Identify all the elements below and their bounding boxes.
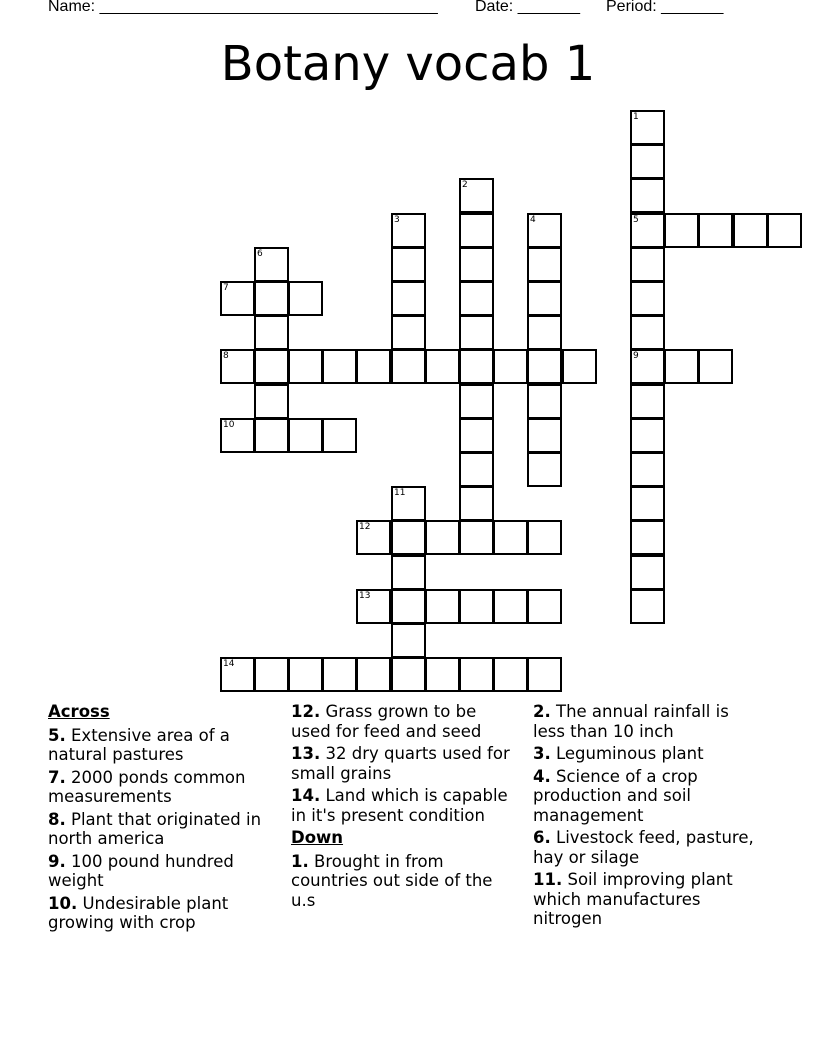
- clue-text: Soil improving plant which manufactures nitrogen: [533, 870, 733, 928]
- crossword-cell[interactable]: [391, 555, 426, 590]
- clue-number-label: 6: [257, 249, 263, 259]
- page-title: Botany vocab 1: [220, 36, 596, 92]
- crossword-cell[interactable]: [664, 213, 699, 248]
- crossword-cell[interactable]: [254, 281, 289, 316]
- clue-number-label: 11: [394, 488, 406, 498]
- clue-number-label: 13: [359, 591, 371, 601]
- clue-item: [291, 744, 521, 783]
- crossword-cell[interactable]: [630, 213, 665, 248]
- clue-item: [533, 702, 763, 741]
- clue-item: [48, 894, 278, 933]
- down-clue-list-continued: [533, 702, 763, 929]
- crossword-cell[interactable]: [391, 589, 426, 624]
- crossword-cell[interactable]: [425, 589, 460, 624]
- crossword-cell[interactable]: [254, 384, 289, 419]
- crossword-cell[interactable]: [630, 110, 665, 145]
- crossword-cell[interactable]: [459, 315, 494, 350]
- clue-text: The annual rainfall is less than 10 inch: [533, 702, 729, 741]
- crossword-cell[interactable]: [459, 657, 494, 692]
- crossword-cell[interactable]: [527, 349, 562, 384]
- crossword-cell[interactable]: [630, 315, 665, 350]
- name-field-label: Name: ______________________________________: [48, 0, 438, 15]
- clue-text: Brought in from countries out side of the u.s: [291, 851, 493, 910]
- clue-number-label: 14: [223, 659, 235, 669]
- clue-item: [291, 852, 521, 911]
- clue-number: 1.: [291, 851, 309, 871]
- crossword-cell[interactable]: [254, 315, 289, 350]
- crossword-cell[interactable]: [630, 178, 665, 213]
- crossword-cell[interactable]: [459, 589, 494, 624]
- clue-item: [533, 828, 763, 867]
- clue-number: 13.: [291, 744, 321, 763]
- clue-number-label: 3: [394, 215, 400, 225]
- down-clue-list: [291, 852, 521, 911]
- crossword-cell[interactable]: [288, 349, 323, 384]
- crossword-cell[interactable]: [562, 349, 597, 384]
- crossword-cell[interactable]: [698, 349, 733, 384]
- crossword-cell[interactable]: [254, 247, 289, 282]
- clue-text: Leguminous plant: [556, 744, 704, 763]
- clue-item: [48, 810, 278, 849]
- period-field-label: Period: _______: [606, 0, 724, 15]
- clue-number: 2.: [533, 702, 551, 721]
- crossword-cell[interactable]: [220, 349, 255, 384]
- clue-text: 2000 ponds common measurements: [48, 767, 246, 806]
- crossword-cell[interactable]: [527, 418, 562, 453]
- crossword-cell[interactable]: [527, 520, 562, 555]
- clue-item: [533, 870, 763, 929]
- clue-number-label: 5: [633, 215, 639, 225]
- crossword-cell[interactable]: [459, 213, 494, 248]
- clue-column-3: [533, 702, 763, 932]
- crossword-cell[interactable]: [322, 349, 357, 384]
- crossword-cell[interactable]: [459, 418, 494, 453]
- clue-item: [533, 744, 763, 764]
- crossword-cell[interactable]: [664, 349, 699, 384]
- crossword-cell[interactable]: [527, 452, 562, 487]
- crossword-cell[interactable]: [288, 657, 323, 692]
- crossword-cell[interactable]: [630, 384, 665, 419]
- crossword-cell[interactable]: [459, 247, 494, 282]
- clue-number-label: 9: [633, 351, 639, 361]
- clue-number-label: 1: [633, 112, 639, 122]
- clue-text: 100 pound hundred weight: [48, 851, 234, 890]
- date-field-label: Date: _______: [475, 0, 580, 15]
- crossword-cell[interactable]: [356, 657, 391, 692]
- clue-number: 8.: [48, 809, 66, 829]
- crossword-cell[interactable]: [527, 247, 562, 282]
- across-clue-list: [48, 726, 278, 933]
- crossword-cell[interactable]: [459, 452, 494, 487]
- clue-number-label: 2: [462, 180, 468, 190]
- across-clue-list-continued: [291, 702, 521, 825]
- crossword-cell[interactable]: [527, 384, 562, 419]
- clue-item: [291, 702, 521, 741]
- crossword-cell[interactable]: [356, 589, 391, 624]
- crossword-cell[interactable]: [493, 349, 528, 384]
- clue-number-label: 8: [223, 351, 229, 361]
- crossword-cell[interactable]: [527, 281, 562, 316]
- clue-number-label: 7: [223, 283, 229, 293]
- crossword-cell[interactable]: [630, 247, 665, 282]
- crossword-cell[interactable]: [391, 281, 426, 316]
- crossword-cell[interactable]: [288, 281, 323, 316]
- clue-number: 12.: [291, 702, 321, 721]
- crossword-cell[interactable]: [767, 213, 802, 248]
- clue-item: [48, 852, 278, 891]
- crossword-cell[interactable]: [356, 349, 391, 384]
- crossword-cell[interactable]: [254, 418, 289, 453]
- crossword-cell[interactable]: [459, 384, 494, 419]
- clue-text: Extensive area of a natural pastures: [48, 725, 230, 764]
- crossword-cell[interactable]: [391, 520, 426, 555]
- clue-number-label: 4: [530, 215, 536, 225]
- crossword-cell[interactable]: [459, 486, 494, 521]
- clue-number-label: 12: [359, 522, 371, 532]
- crossword-cell[interactable]: [630, 452, 665, 487]
- crossword-cell[interactable]: [391, 315, 426, 350]
- clue-number: 7.: [48, 767, 66, 787]
- clue-number: 5.: [48, 725, 66, 745]
- crossword-cell[interactable]: [220, 657, 255, 692]
- worksheet-header: [48, 0, 768, 20]
- clue-number: 10.: [48, 893, 78, 913]
- crossword-cell[interactable]: [493, 520, 528, 555]
- clue-number: 3.: [533, 744, 551, 763]
- crossword-cell[interactable]: [630, 555, 665, 590]
- crossword-cell[interactable]: [425, 657, 460, 692]
- crossword-cell[interactable]: [322, 418, 357, 453]
- clue-item: [48, 768, 278, 807]
- clue-text: Undesirable plant growing with crop: [48, 893, 229, 932]
- crossword-cell[interactable]: [254, 349, 289, 384]
- crossword-cell[interactable]: [527, 657, 562, 692]
- across-heading: Across: [48, 702, 110, 721]
- crossword-cell[interactable]: [425, 520, 460, 555]
- crossword-cell[interactable]: [493, 589, 528, 624]
- clue-text: Livestock feed, pasture, hay or silage: [533, 828, 754, 867]
- crossword-cell[interactable]: [425, 349, 460, 384]
- clue-text: Plant that originated in north america: [48, 809, 262, 848]
- crossword-cell[interactable]: [459, 349, 494, 384]
- crossword-cell[interactable]: [527, 213, 562, 248]
- crossword-cell[interactable]: [630, 589, 665, 624]
- crossword-cell[interactable]: [630, 281, 665, 316]
- crossword-cell[interactable]: [356, 520, 391, 555]
- down-heading: Down: [291, 828, 344, 847]
- crossword-cell[interactable]: [630, 486, 665, 521]
- crossword-cell[interactable]: [391, 213, 426, 248]
- crossword-cell[interactable]: [288, 418, 323, 453]
- clue-column-2: [291, 702, 521, 913]
- clue-number: 6.: [533, 828, 551, 847]
- crossword-cell[interactable]: [630, 418, 665, 453]
- crossword-cell[interactable]: [527, 315, 562, 350]
- clue-column-1: [48, 702, 278, 936]
- clue-item: [533, 767, 763, 826]
- clue-text: Grass grown to be used for feed and seed: [291, 702, 482, 741]
- crossword-cell[interactable]: [459, 281, 494, 316]
- crossword-cell[interactable]: [220, 418, 255, 453]
- crossword-cell[interactable]: [220, 281, 255, 316]
- crossword-cell[interactable]: [391, 486, 426, 521]
- crossword-cell[interactable]: [630, 520, 665, 555]
- crossword-cell[interactable]: [254, 657, 289, 692]
- crossword-cell[interactable]: [493, 657, 528, 692]
- clue-number-label: 10: [223, 420, 235, 430]
- crossword-cell[interactable]: [391, 247, 426, 282]
- clue-item: [48, 726, 278, 765]
- clue-number: 9.: [48, 851, 66, 871]
- crossword-cell[interactable]: [630, 349, 665, 384]
- crossword-cell[interactable]: [698, 213, 733, 248]
- crossword-cell[interactable]: [527, 589, 562, 624]
- crossword-cell[interactable]: [391, 623, 426, 658]
- clue-number: 11.: [533, 870, 563, 889]
- crossword-cell[interactable]: [630, 144, 665, 179]
- clue-text: Land which is capable in it's present condition: [291, 786, 508, 825]
- crossword-cell[interactable]: [322, 657, 357, 692]
- clue-item: [291, 786, 521, 825]
- clue-text: Science of a crop production and soil management: [533, 766, 698, 825]
- clue-number: 14.: [291, 786, 321, 805]
- crossword-cell[interactable]: [391, 657, 426, 692]
- clue-number: 4.: [533, 766, 551, 786]
- crossword-cell[interactable]: [459, 520, 494, 555]
- crossword-cell[interactable]: [391, 349, 426, 384]
- clue-text: 32 dry quarts used for small grains: [291, 744, 510, 783]
- crossword-cell[interactable]: [733, 213, 768, 248]
- crossword-cell[interactable]: [459, 178, 494, 213]
